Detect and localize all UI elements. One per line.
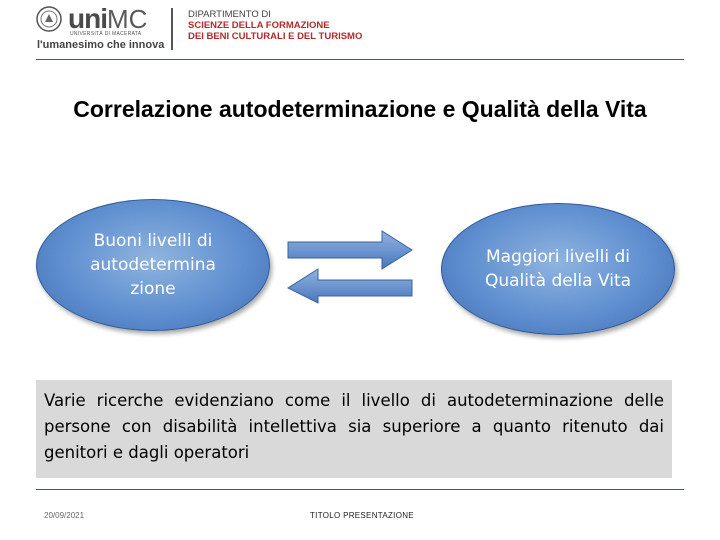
- slide-header: [0, 0, 720, 60]
- footer-presentation-title: TITOLO PRESENTAZIONE: [310, 511, 414, 520]
- department-name: [188, 9, 362, 42]
- footer-rule: [36, 489, 684, 490]
- body-text: Varie ricerche evidenziano come il livello di autodeterminazione delle persone con disabilità intellettiva sia superiore a quanto ritenuto dai genitori e dagli operatori: [44, 391, 664, 462]
- header-rule: [36, 59, 684, 60]
- department-line-2: SCIENZE DELLA FORMAZIONE: [188, 20, 330, 31]
- logo-subtitle: UNIVERSITÀ DI MACERATA: [70, 31, 142, 37]
- body-text-box: [36, 380, 672, 478]
- left-ellipse-shape: [36, 199, 270, 331]
- department-line-3: DEI BENI CULTURALI E DEL TURISMO: [188, 31, 363, 42]
- department-line-1: DIPARTIMENTO DI: [188, 9, 271, 20]
- logo-word-suffix: MC: [107, 4, 148, 34]
- right-ellipse-label: Maggiori livelli di Qualità della Vita: [484, 247, 632, 291]
- header-divider: [171, 8, 173, 50]
- logo-word: uni: [68, 3, 107, 34]
- left-arrow-icon: [288, 269, 412, 303]
- left-ellipse-label: Buoni livelli di autodetermina zione: [90, 231, 216, 299]
- footer-date: 20/09/2021: [44, 511, 85, 520]
- slide-title: Correlazione autodeterminazione e Qualità della Vita: [73, 96, 647, 122]
- bidirectional-arrows-icon: [285, 228, 415, 306]
- right-ellipse-shape: [441, 203, 675, 335]
- logo-tagline: l'umanesimo che innova: [37, 39, 165, 51]
- university-seal-icon: [36, 6, 62, 32]
- right-arrow-icon: [288, 231, 412, 269]
